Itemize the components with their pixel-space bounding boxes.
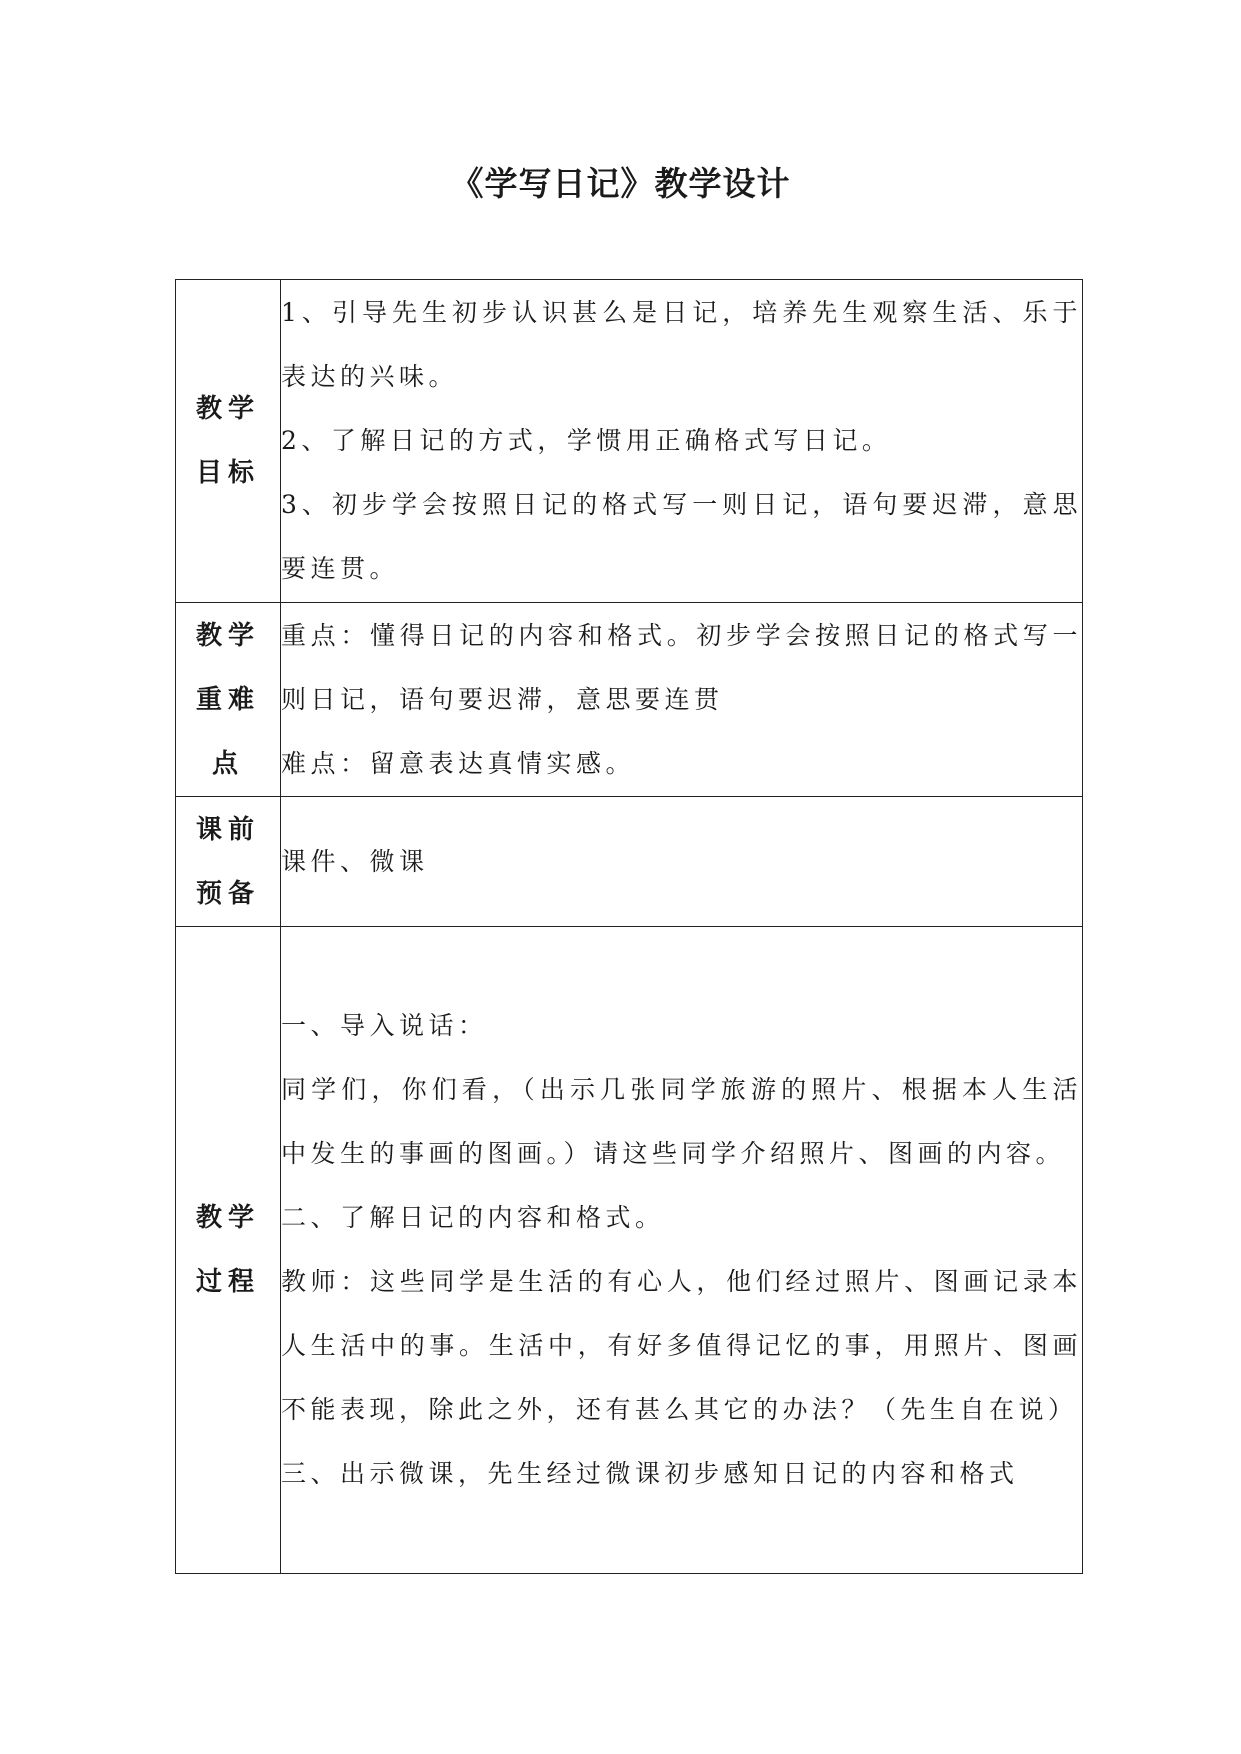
row-label-line: 预备 — [196, 878, 261, 909]
row-label-line: 重难 — [196, 684, 261, 715]
row-label-line: 目标 — [196, 458, 261, 488]
goal-item: 2、了解日记的方式，学惯用正确格式写日记。 — [281, 426, 892, 455]
process-step: 一、导入说话： — [281, 1011, 488, 1040]
row-content-preparation — [281, 797, 1083, 927]
table-row-key-points — [176, 603, 1083, 797]
preparation-text: 课件、微课 — [281, 846, 429, 876]
table-row-goals — [176, 280, 1083, 603]
goal-item: 3、初步学会按照日记的格式写一则日记，语句要迟滞，意思要连贯。 — [281, 490, 1082, 583]
row-label-line: 过程 — [196, 1267, 261, 1297]
row-label-line: 点 — [211, 748, 244, 779]
row-content-key-points — [281, 603, 1083, 797]
table-row-process — [176, 927, 1083, 1574]
row-label-line: 课前 — [196, 814, 261, 845]
row-label-line: 教学 — [196, 620, 261, 651]
goal-item: 1、引导先生初步认识甚么是日记，培养先生观察生活、乐于表达的兴味。 — [281, 298, 1082, 391]
row-label-line: 教学 — [196, 394, 261, 424]
row-content-goals — [281, 280, 1083, 603]
key-point-text: 重点：懂得日记的内容和格式。初步学会按照日记的格式写一则日记，语句要迟滞，意思要连贯 — [281, 620, 1082, 714]
difficulty-text: 难点：留意表达真情实感。 — [281, 748, 636, 778]
row-label-key-points — [176, 603, 281, 797]
process-step: 同学们，你们看，（出示几张同学旅游的照片、根据本人生活中发生的事画的图画。）请这些同学介绍照片、图画的内容。 — [281, 1075, 1082, 1168]
row-label-line: 教学 — [196, 1203, 261, 1233]
row-label-process — [176, 927, 281, 1574]
lesson-plan-table — [175, 279, 1083, 1574]
row-label-goals — [176, 280, 281, 603]
table-row-preparation — [176, 797, 1083, 927]
process-step: 二、了解日记的内容和格式。 — [281, 1203, 665, 1232]
row-content-process — [281, 927, 1083, 1574]
process-step: 三、出示微课，先生经过微课初步感知日记的内容和格式 — [281, 1459, 1019, 1488]
row-label-preparation — [176, 797, 281, 927]
document-title: 《学写日记》教学设计 — [450, 164, 791, 203]
process-step: 教师：这些同学是生活的有心人，他们经过照片、图画记录本人生活中的事。生活中，有好多值得记忆的事，用照片、图画不能表现，除此之外，还有甚么其它的办法？（先生自在说） — [281, 1267, 1082, 1424]
